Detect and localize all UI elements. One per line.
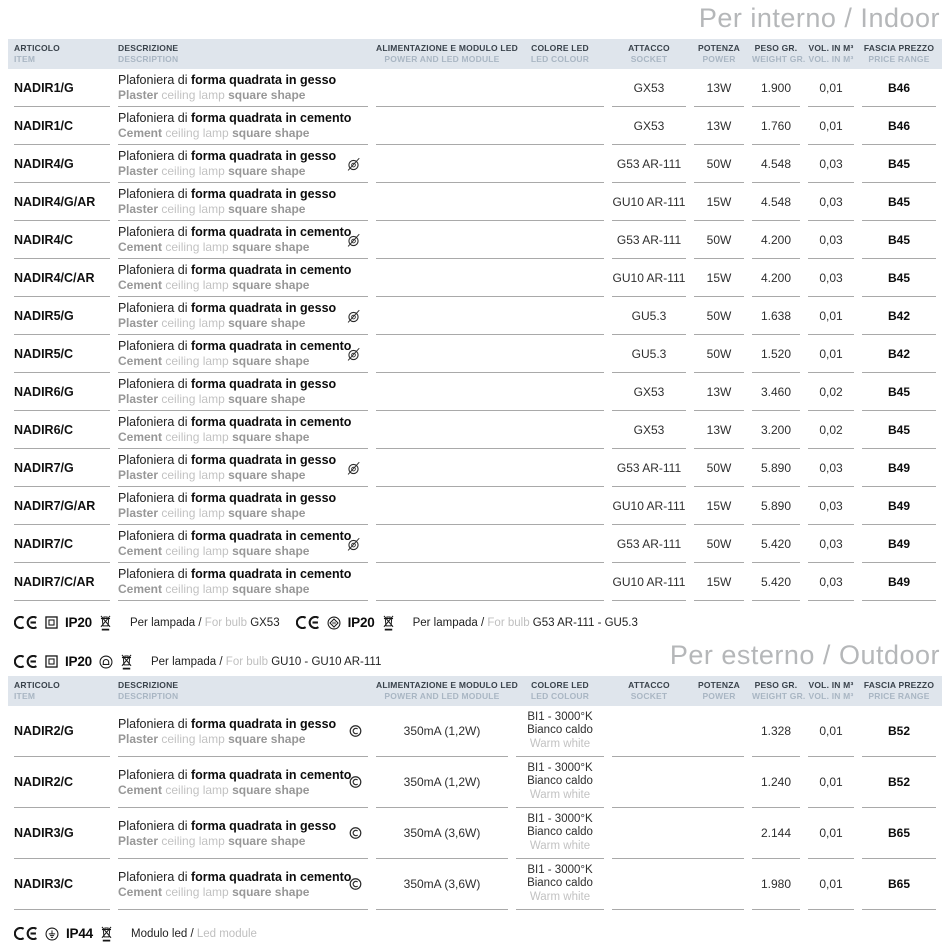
price-range-cell: B42	[862, 335, 936, 373]
column-header: DESCRIZIONE DESCRIPTION	[118, 680, 179, 701]
socket-cell: G53 AR-111	[612, 525, 686, 563]
constant-current-icon	[349, 776, 362, 789]
price-range-cell: B49	[862, 449, 936, 487]
article-code: NADIR2/C	[14, 775, 74, 789]
description-en: Cement ceiling lamp square shape	[118, 278, 310, 292]
description-en: Plaster ceiling lamp square shape	[118, 506, 306, 520]
weee-bin-icon	[99, 614, 112, 631]
volume-cell: 0,01	[808, 107, 854, 145]
description-it: Plafoniera di forma quadrata in cemento	[118, 415, 352, 429]
class-ii-icon	[45, 655, 58, 668]
description-en: Cement ceiling lamp square shape	[118, 884, 310, 899]
power-ledcolour-cell	[376, 411, 604, 449]
ip-rating: IP20	[65, 654, 92, 669]
article-code: NADIR2/G	[14, 724, 74, 738]
article-cell	[14, 221, 110, 259]
price-range-cell: B45	[862, 259, 936, 297]
column-header: ALIMENTAZIONE E MODULO LED POWER AND LED MODULE	[376, 43, 518, 64]
volume-cell: 0,01	[808, 335, 854, 373]
indoor-table	[0, 69, 950, 601]
description-it: Plafoniera di forma quadrata in cemento	[118, 339, 352, 353]
article-code: NADIR4/C	[14, 232, 74, 247]
description-en: Cement ceiling lamp square shape	[118, 582, 310, 596]
power-cell: 13W	[694, 411, 744, 449]
description-en: Plaster ceiling lamp square shape	[118, 316, 306, 330]
description-it: Plafoniera di forma quadrata in gesso	[118, 716, 337, 731]
power-cell: 15W	[694, 563, 744, 601]
socket-power-cell	[612, 808, 744, 859]
table-row	[0, 259, 950, 297]
volume-cell: 0,03	[808, 145, 854, 183]
ce-mark-icon	[14, 655, 38, 668]
description-cell	[118, 183, 368, 221]
power-ledcolour-cell	[376, 145, 604, 183]
price-range-cell: B45	[862, 145, 936, 183]
cert-text: Modulo led / Led module	[130, 927, 257, 940]
article-code: NADIR3/G	[14, 826, 74, 840]
description-it: Plafoniera di forma quadrata in cemento	[118, 111, 352, 125]
price-range-cell: B45	[862, 183, 936, 221]
socket-cell: GU10 AR-111	[612, 259, 686, 297]
table-row	[0, 145, 950, 183]
ip-rating: IP44	[66, 926, 93, 941]
weee-bin-icon	[382, 614, 395, 631]
description-en: Plaster ceiling lamp square shape	[118, 164, 306, 178]
description-cell	[118, 706, 368, 757]
article-code: NADIR1/C	[14, 118, 74, 133]
table-row	[0, 221, 950, 259]
power-cell: 50W	[694, 221, 744, 259]
table-row	[0, 808, 950, 859]
cert-group-gx53	[14, 614, 280, 631]
article-code: NADIR4/C/AR	[14, 270, 95, 285]
column-header: PESO GR. WEIGHT GR.	[752, 680, 806, 701]
ce-mark-icon	[14, 616, 38, 629]
weight-cell: 5.890	[752, 487, 800, 525]
article-code: NADIR3/C	[14, 877, 74, 891]
socket-cell: G53 AR-111	[612, 145, 686, 183]
article-cell	[14, 183, 110, 221]
socket-cell: GX53	[612, 373, 686, 411]
description-en: Plaster ceiling lamp square shape	[118, 468, 306, 482]
article-cell	[14, 487, 110, 525]
cert-and-outdoor-title-row	[0, 640, 950, 670]
price-range-cell: B49	[862, 525, 936, 563]
volume-cell: 0,03	[808, 259, 854, 297]
power-ledcolour-cell	[376, 69, 604, 107]
table-row	[0, 183, 950, 221]
power-cell: 15W	[694, 487, 744, 525]
weight-cell: 1.638	[752, 297, 800, 335]
price-range-cell: B65	[862, 859, 936, 910]
description-en: Plaster ceiling lamp square shape	[118, 202, 306, 216]
weight-cell: 1.240	[752, 757, 800, 808]
description-it: Plafoniera di forma quadrata in gesso	[118, 377, 337, 391]
table-row	[0, 859, 950, 910]
volume-cell: 0,01	[808, 69, 854, 107]
description-cell	[118, 145, 368, 183]
power-ledcolour-cell	[376, 335, 604, 373]
price-range-cell: B45	[862, 373, 936, 411]
description-en: Cement ceiling lamp square shape	[118, 430, 310, 444]
description-it: Plafoniera di forma quadrata in gesso	[118, 187, 337, 201]
cert-text: Per lampada / For bulb GU10 - GU10 AR-111	[150, 655, 382, 668]
weight-cell: 4.548	[752, 145, 800, 183]
constant-current-icon	[349, 725, 362, 738]
price-range-cell: B46	[862, 69, 936, 107]
table-row	[0, 487, 950, 525]
description-it: Plafoniera di forma quadrata in gesso	[118, 818, 337, 833]
led-colour-cell: BI1 - 3000°K Bianco caldo Warm white	[516, 808, 604, 859]
cert-text: Per lampada / For bulb G53 AR-111 - GU5.3	[412, 616, 638, 629]
description-it: Plafoniera di forma quadrata in cemento	[118, 869, 352, 884]
socket-power-cell	[612, 859, 744, 910]
column-header: DESCRIZIONE DESCRIPTION	[118, 43, 179, 64]
price-range-cell: B49	[862, 563, 936, 601]
volume-cell: 0,01	[808, 808, 854, 859]
article-cell	[14, 259, 110, 297]
power-ledcolour-cell	[376, 297, 604, 335]
column-header: ATTACCO SOCKET	[628, 43, 670, 64]
weight-cell: 1.328	[752, 706, 800, 757]
description-cell	[118, 411, 368, 449]
weight-cell: 4.200	[752, 259, 800, 297]
column-header: VOL. IN M³ VOL. IN M³	[808, 680, 854, 701]
column-header: POTENZA POWER	[697, 43, 740, 64]
price-range-cell: B46	[862, 107, 936, 145]
column-header: COLORE LED LED COLOUR	[530, 43, 590, 64]
weight-cell: 2.144	[752, 808, 800, 859]
ip-rating: IP20	[347, 615, 375, 630]
column-header: POTENZA POWER	[697, 680, 740, 701]
article-cell	[14, 411, 110, 449]
ce-mark-icon	[14, 927, 38, 940]
section-title-indoor: Per interno / Indoor	[698, 3, 940, 33]
socket-cell: GX53	[612, 69, 686, 107]
weight-cell: 1.980	[752, 859, 800, 910]
recessed-lamp-icon	[99, 655, 113, 669]
weight-cell: 1.760	[752, 107, 800, 145]
cert-group-gu10	[14, 653, 381, 670]
description-cell	[118, 563, 368, 601]
price-range-cell: B42	[862, 297, 936, 335]
power-module-cell: 350mA (1,2W)	[376, 757, 508, 808]
socket-power-cell	[612, 706, 744, 757]
description-cell	[118, 107, 368, 145]
column-header: FASCIA PREZZO PRICE RANGE	[863, 43, 935, 64]
power-module-cell: 350mA (3,6W)	[376, 808, 508, 859]
article-code: NADIR7/G	[14, 460, 74, 475]
description-en: Cement ceiling lamp square shape	[118, 126, 310, 140]
socket-cell: GU5.3	[612, 297, 686, 335]
article-cell	[14, 297, 110, 335]
power-ledcolour-cell	[376, 259, 604, 297]
power-cell: 13W	[694, 107, 744, 145]
article-cell	[14, 563, 110, 601]
column-header: ATTACCO SOCKET	[628, 680, 670, 701]
led-colour-cell: BI1 - 3000°K Bianco caldo Warm white	[516, 757, 604, 808]
power-cell: 50W	[694, 297, 744, 335]
price-range-cell: B65	[862, 808, 936, 859]
power-cell: 15W	[694, 183, 744, 221]
socket-cell: G53 AR-111	[612, 449, 686, 487]
article-cell	[14, 69, 110, 107]
column-header: COLORE LED LED COLOUR	[530, 680, 590, 701]
cert-text: Per lampada / For bulb GX53	[129, 616, 280, 629]
description-it: Plafoniera di forma quadrata in cemento	[118, 767, 352, 782]
power-cell: 15W	[694, 259, 744, 297]
description-it: Plafoniera di forma quadrata in gesso	[118, 301, 337, 315]
weight-cell: 1.520	[752, 335, 800, 373]
certification-line-1	[0, 614, 950, 631]
power-cell: 13W	[694, 69, 744, 107]
description-it: Plafoniera di forma quadrata in cemento	[118, 225, 352, 239]
dimmable-icon	[345, 155, 362, 172]
column-header: ARTICOLO ITEM	[14, 680, 60, 701]
volume-cell: 0,01	[808, 859, 854, 910]
socket-cell: G53 AR-111	[612, 221, 686, 259]
independent-transformer-icon	[327, 616, 341, 630]
power-ledcolour-cell	[376, 107, 604, 145]
volume-cell: 0,02	[808, 411, 854, 449]
constant-current-icon	[349, 878, 362, 891]
socket-cell: GU10 AR-111	[612, 183, 686, 221]
volume-cell: 0,02	[808, 373, 854, 411]
certification-line-3	[0, 925, 950, 942]
description-cell	[118, 69, 368, 107]
dimmable-icon	[345, 535, 362, 552]
volume-cell: 0,03	[808, 563, 854, 601]
volume-cell: 0,01	[808, 297, 854, 335]
table-row	[0, 449, 950, 487]
outdoor-table	[0, 706, 950, 910]
table-row	[0, 373, 950, 411]
article-code: NADIR7/C/AR	[14, 574, 95, 589]
cert-group-g53	[296, 614, 638, 631]
ce-mark-icon	[296, 616, 320, 629]
power-cell: 50W	[694, 145, 744, 183]
weight-cell: 1.900	[752, 69, 800, 107]
description-it: Plafoniera di forma quadrata in gesso	[118, 491, 337, 505]
section-title-outdoor: Per esterno / Outdoor	[669, 640, 940, 670]
table-row	[0, 706, 950, 757]
description-it: Plafoniera di forma quadrata in gesso	[118, 73, 337, 87]
power-cell: 13W	[694, 373, 744, 411]
description-en: Plaster ceiling lamp square shape	[118, 833, 306, 848]
article-code: NADIR7/C	[14, 536, 74, 551]
description-it: Plafoniera di forma quadrata in gesso	[118, 149, 337, 163]
article-cell	[14, 145, 110, 183]
socket-cell: GX53	[612, 107, 686, 145]
article-cell	[14, 808, 110, 859]
article-code: NADIR5/C	[14, 346, 74, 361]
description-cell	[118, 757, 368, 808]
description-cell	[118, 335, 368, 373]
description-cell	[118, 859, 368, 910]
power-ledcolour-cell	[376, 525, 604, 563]
weight-cell: 3.200	[752, 411, 800, 449]
description-it: Plafoniera di forma quadrata in cemento	[118, 529, 352, 543]
weight-cell: 5.890	[752, 449, 800, 487]
description-en: Cement ceiling lamp square shape	[118, 354, 310, 368]
ip-rating: IP20	[65, 615, 92, 630]
description-en: Plaster ceiling lamp square shape	[118, 392, 306, 406]
indoor-table-header	[8, 39, 942, 69]
price-range-cell: B45	[862, 411, 936, 449]
table-row	[0, 335, 950, 373]
class-ii-icon	[45, 616, 58, 629]
power-ledcolour-cell	[376, 373, 604, 411]
volume-cell: 0,03	[808, 449, 854, 487]
table-row	[0, 563, 950, 601]
weight-cell: 4.200	[752, 221, 800, 259]
column-header: FASCIA PREZZO PRICE RANGE	[863, 680, 935, 701]
socket-cell: GU10 AR-111	[612, 487, 686, 525]
description-en: Plaster ceiling lamp square shape	[118, 731, 306, 746]
volume-cell: 0,03	[808, 221, 854, 259]
article-code: NADIR4/G/AR	[14, 194, 96, 209]
article-cell	[14, 859, 110, 910]
article-code: NADIR6/G	[14, 384, 74, 399]
power-cell: 50W	[694, 525, 744, 563]
weee-bin-icon	[100, 925, 113, 942]
price-range-cell: B45	[862, 221, 936, 259]
volume-cell: 0,03	[808, 487, 854, 525]
power-ledcolour-cell	[376, 221, 604, 259]
dimmable-icon	[345, 307, 362, 324]
article-code: NADIR5/G	[14, 308, 74, 323]
table-row	[0, 69, 950, 107]
description-en: Cement ceiling lamp square shape	[118, 240, 310, 254]
led-colour-cell: BI1 - 3000°K Bianco caldo Warm white	[516, 706, 604, 757]
article-cell	[14, 373, 110, 411]
price-range-cell: B49	[862, 487, 936, 525]
description-en: Cement ceiling lamp square shape	[118, 544, 310, 558]
description-cell	[118, 487, 368, 525]
article-cell	[14, 706, 110, 757]
description-it: Plafoniera di forma quadrata in cemento	[118, 567, 352, 581]
socket-cell: GU10 AR-111	[612, 563, 686, 601]
description-it: Plafoniera di forma quadrata in gesso	[118, 453, 337, 467]
outdoor-table-header	[8, 676, 942, 706]
dimmable-icon	[345, 345, 362, 362]
weight-cell: 3.460	[752, 373, 800, 411]
table-row	[0, 525, 950, 563]
led-colour-cell: BI1 - 3000°K Bianco caldo Warm white	[516, 859, 604, 910]
article-code: NADIR1/G	[14, 80, 74, 95]
column-header: VOL. IN M³ VOL. IN M³	[808, 43, 854, 64]
article-code: NADIR4/G	[14, 156, 74, 171]
certification-line-2	[0, 653, 381, 670]
article-code: NADIR7/G/AR	[14, 498, 96, 513]
article-cell	[14, 107, 110, 145]
description-cell	[118, 449, 368, 487]
cert-group-led-module	[14, 925, 257, 942]
article-cell	[14, 335, 110, 373]
description-cell	[118, 808, 368, 859]
table-row	[0, 757, 950, 808]
table-row	[0, 411, 950, 449]
price-range-cell: B52	[862, 757, 936, 808]
article-cell	[14, 525, 110, 563]
description-cell	[118, 221, 368, 259]
description-en: Plaster ceiling lamp square shape	[118, 88, 306, 102]
power-ledcolour-cell	[376, 183, 604, 221]
volume-cell: 0,03	[808, 525, 854, 563]
socket-cell: GX53	[612, 411, 686, 449]
description-cell	[118, 525, 368, 563]
article-cell	[14, 449, 110, 487]
power-module-cell: 350mA (1,2W)	[376, 706, 508, 757]
dimmable-icon	[345, 231, 362, 248]
volume-cell: 0,03	[808, 183, 854, 221]
power-cell: 50W	[694, 335, 744, 373]
description-cell	[118, 373, 368, 411]
column-header: ALIMENTAZIONE E MODULO LED POWER AND LED MODULE	[376, 680, 518, 701]
volume-cell: 0,01	[808, 706, 854, 757]
power-ledcolour-cell	[376, 487, 604, 525]
earth-class-icon	[45, 927, 59, 941]
volume-cell: 0,01	[808, 757, 854, 808]
article-code: NADIR6/C	[14, 422, 74, 437]
price-range-cell: B52	[862, 706, 936, 757]
description-cell	[118, 259, 368, 297]
socket-power-cell	[612, 757, 744, 808]
article-cell	[14, 757, 110, 808]
table-row	[0, 107, 950, 145]
description-it: Plafoniera di forma quadrata in cemento	[118, 263, 352, 277]
power-ledcolour-cell	[376, 563, 604, 601]
socket-cell: GU5.3	[612, 335, 686, 373]
description-cell	[118, 297, 368, 335]
power-module-cell: 350mA (3,6W)	[376, 859, 508, 910]
power-cell: 50W	[694, 449, 744, 487]
weight-cell: 4.548	[752, 183, 800, 221]
power-ledcolour-cell	[376, 449, 604, 487]
column-header: PESO GR. WEIGHT GR.	[752, 43, 806, 64]
dimmable-icon	[345, 459, 362, 476]
table-row	[0, 297, 950, 335]
weight-cell: 5.420	[752, 563, 800, 601]
column-header: ARTICOLO ITEM	[14, 43, 60, 64]
weee-bin-icon	[120, 653, 133, 670]
constant-current-icon	[349, 827, 362, 840]
weight-cell: 5.420	[752, 525, 800, 563]
description-en: Cement ceiling lamp square shape	[118, 782, 310, 797]
